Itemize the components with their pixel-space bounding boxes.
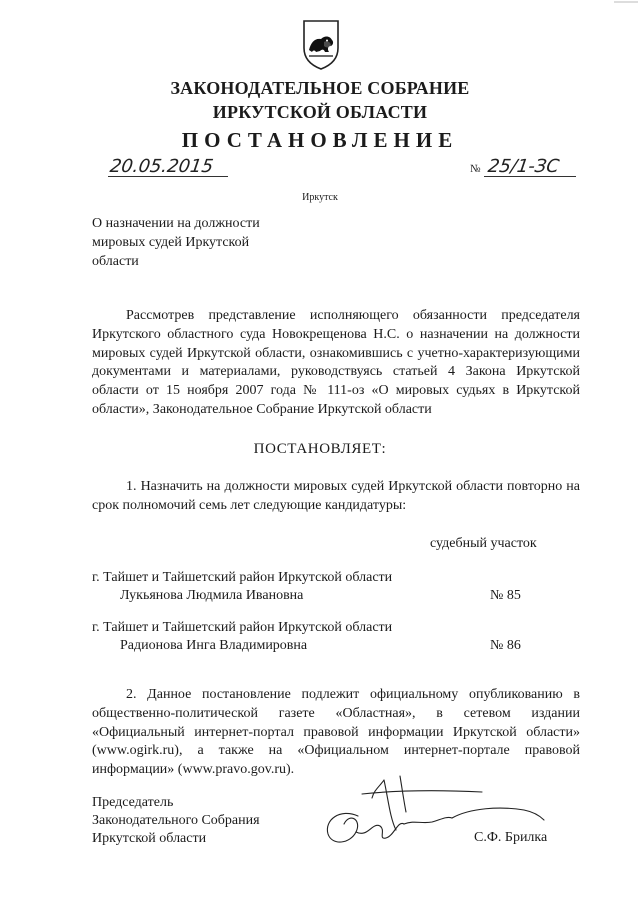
city-name: Иркутск bbox=[302, 192, 338, 203]
org-name-line1: ЗАКОНОДАТЕЛЬНОЕ СОБРАНИЕ bbox=[170, 78, 470, 98]
document-type-title: ПОСТАНОВЛЕНИЕ bbox=[181, 128, 459, 152]
subject-line3: области bbox=[92, 254, 139, 269]
handwritten-number: 25/1-ЗС bbox=[486, 156, 561, 177]
subject-line1: О назначении на должности bbox=[92, 216, 260, 231]
number-underline bbox=[484, 176, 576, 177]
org-name-line2: ИРКУТСКОЙ ОБЛАСТИ bbox=[212, 102, 428, 122]
candidate-1-name: Лукьянова Людмила Ивановна bbox=[120, 588, 304, 603]
item-2-paragraph: 2. Данное постановление подлежит официальному опубликованию в общественно-политической газете «Областная», в сетевом издании «Официальный интернет-портал правовой информации Иркутской области» (www.ogirk.ru), а также на «Официальном интернет-портале правовой информации» (www.pravo.gov.ru). bbox=[92, 687, 580, 778]
signatory-name: С.Ф. Брилка bbox=[474, 830, 548, 845]
scan-corner-mark bbox=[612, 0, 640, 4]
signatory-title-line3: Иркутской области bbox=[92, 831, 207, 846]
preamble-paragraph: Рассмотрев представление исполняющего обязанности председателя Иркутского областного суда Новокрещенова Н.С. о назначении на должности мировых судей Иркутской области, ознакомившись с учетно-характеризующими документами и материалами, руководствуясь статьей 4 Закона Иркутской области от 15 ноября 2007 года № 111-оз «О мировых судьях в Иркутской области», Законодательное Собрание Иркутской области bbox=[92, 308, 580, 417]
date-underline bbox=[108, 176, 228, 177]
handwritten-date: 20.05.2015 bbox=[108, 156, 215, 177]
number-label: № bbox=[470, 163, 481, 175]
candidate-1-district: № 85 bbox=[490, 588, 521, 603]
item-1-paragraph: 1. Назначить на должности мировых судей Иркутской области повторно на срок полномочий семь лет следующие кандидатуры: bbox=[92, 479, 580, 513]
candidate-2-name: Радионова Инга Владимировна bbox=[120, 638, 308, 653]
candidate-2-district: № 86 bbox=[490, 638, 521, 653]
resolves-heading: ПОСТАНОВЛЯЕТ: bbox=[253, 441, 387, 457]
subject-block bbox=[92, 214, 260, 271]
handwritten-signature bbox=[310, 768, 550, 858]
candidate-2-location: г. Тайшет и Тайшетский район Иркутской области bbox=[92, 620, 393, 635]
candidate-1-location: г. Тайшет и Тайшетский район Иркутской области bbox=[92, 570, 393, 585]
subject-line2: мировых судей Иркутской bbox=[92, 235, 250, 250]
coat-of-arms-emblem bbox=[301, 18, 341, 70]
court-district-header: судебный участок bbox=[430, 536, 537, 551]
signatory-title-line1: Председатель bbox=[92, 795, 174, 810]
signatory-title-line2: Законодательного Собрания bbox=[92, 813, 260, 828]
